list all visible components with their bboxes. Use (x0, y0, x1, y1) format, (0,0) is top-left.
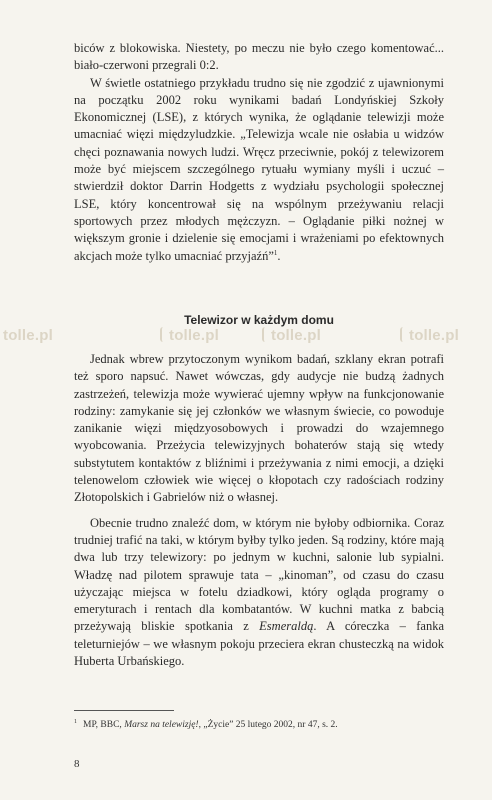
paragraph-tv-harm: Jednak wbrew przytoczonym wynikom badań, szklany ekran potrafi też sporo napsuć. Nawet wówczas, gdy audycje nie budzą żadnych zastrzeżeń, telewizja może wywierać ujemny wpływ na funkcjonowanie rodziny: zamykanie się jej członków we własnym świecie, co powoduje zanikanie więzi międzyosobowych i prowadzi do wzajemnego wyobcowania. Przeżycia telewizyjnych bohaterów stają się wtedy substytutem kontaktów z bliźnimi i przeżywania z nimi emocji, a dzięki telenowelom człowiek wie więcej o kłopotach czy radościach rodziny Złotopolskich i Gabrielów niż o własnej. (74, 352, 444, 505)
paragraph-households (74, 515, 444, 671)
watermark-text: tolle.pl (271, 327, 321, 344)
watermark-glyph (160, 327, 167, 342)
watermark-strip (0, 327, 492, 351)
footnote-title: Marsz na telewizję! (124, 720, 199, 731)
paragraph-continuation: biców z blokowiska. Niestety, po meczu nie było czego komentować... biało-czerwoni przegrali 0:2. (74, 41, 444, 73)
watermark-glyph (0, 327, 1, 342)
paragraph-households-italic: Esmeraldą (259, 619, 314, 634)
watermark-logo (160, 327, 219, 349)
footnote-divider (74, 710, 174, 711)
body-text-top (74, 40, 444, 265)
paragraph-households-end: . A córeczka – fanka teleturniejów – we własnym pokoju przeciera ekran chusteczką na widok Huberta Urbańskiego. (74, 619, 444, 669)
watermark-text: tolle.pl (409, 327, 459, 344)
watermark-glyph (262, 327, 269, 342)
body-text-bottom (74, 351, 444, 670)
watermark-logo (400, 327, 459, 349)
watermark-text: tolle.pl (3, 327, 53, 344)
watermark-logo (0, 327, 53, 349)
footnote-pre: MP, BBC, (83, 720, 125, 731)
footnote-post: , „Życie” 25 lutego 2002, nr 47, s. 2. (198, 720, 338, 731)
footnote-ref: 1 (273, 248, 278, 257)
paragraph-lse-study-text: W świetle ostatniego przykładu trudno się nie zgodzić z ujawnionymi na początku 2002 roku wynikami badań Londyńskiej Szkoły Ekonomicznej (LSE), z których wynika, że oglądanie telewizji może umacniać więzi międzyludzkie. „Telewizja wcale nie osłabia u widzów chęci poznawania nowych ludzi. Wręcz przeciwnie, pokój z telewizorem może być miejscem szczególnego rytuału wymiany myśli i uczuć – stwierdził doktor Darrin Hodgetts z wydziału psychologii społecznej LSE, który koncentrował się na wspólnym przeżywaniu relacji sportowych przez młodych mężczyzn. – Oglądanie piłki nożnej w większym gronie i dzielenie się emocjami i wrażeniami po efektownych akcjach może tylko umacniać przyjaźń” (74, 75, 444, 263)
footnote-number: 1 (74, 719, 77, 725)
page-number: 8 (74, 758, 80, 770)
section-heading: Telewizor w każdym domu (184, 313, 334, 327)
watermark-text: tolle.pl (169, 327, 219, 344)
footnote (74, 716, 454, 731)
watermark-logo (262, 327, 321, 349)
watermark-glyph (400, 327, 407, 342)
paragraph-lse-study (74, 75, 444, 265)
paragraph-end-period: . (277, 248, 281, 263)
paragraph-households-text: Obecnie trudno znaleźć dom, w którym nie byłoby odbiornika. Coraz trudniej trafić na taki, w którym byłby tylko jeden. Są rodziny, które mają dwa lub trzy telewizory: po jednym w kuchni, salonie lub sypialni. Władzę nad pilotem sprawuje tata – „kinoman”, od czasu do czasu użyczając miejsca w fotelu dziadkowi, który ogląda programy o emeryturach i rentach dla kombatantów. W kuchni matka z babcią przeżywają bliskie spotkania z (74, 515, 444, 634)
